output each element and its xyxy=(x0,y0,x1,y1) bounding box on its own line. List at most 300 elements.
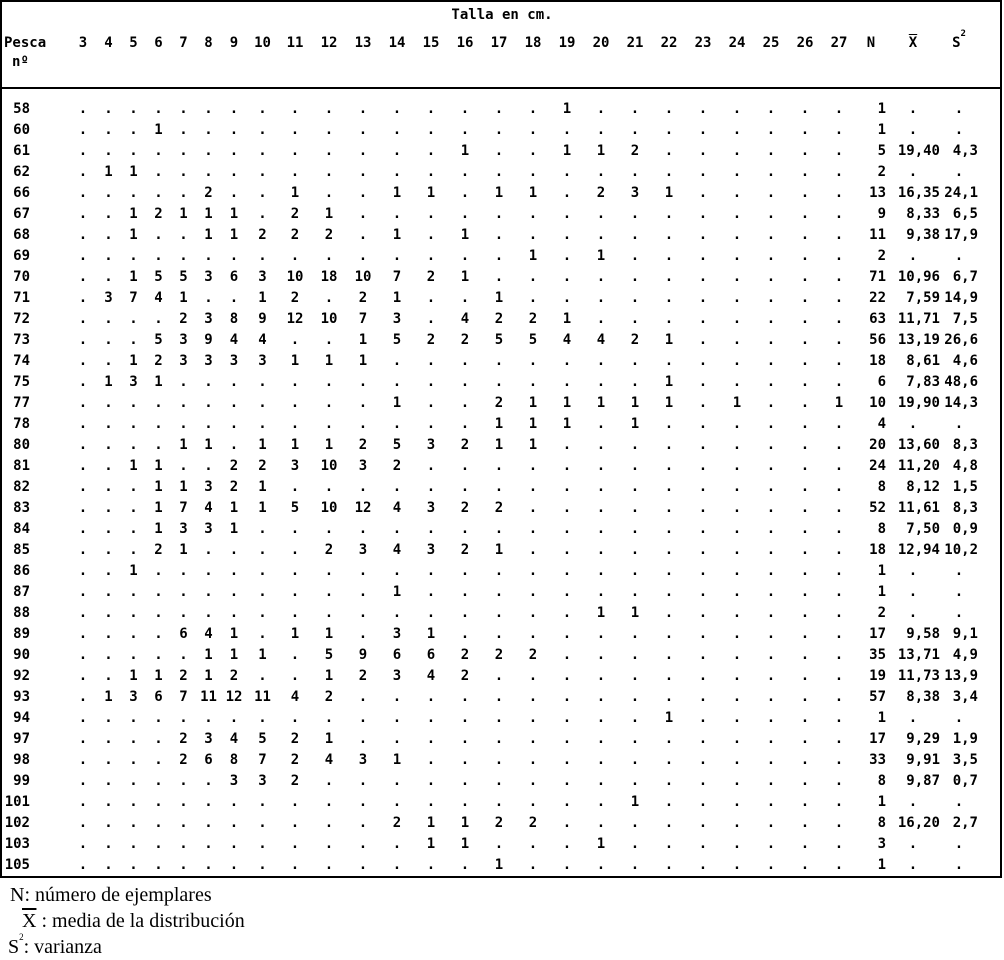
freq-cell: . xyxy=(698,605,708,621)
freq-cell: . xyxy=(78,164,88,180)
freq-cell: . xyxy=(494,101,504,117)
freq-cell: 1 xyxy=(154,521,163,537)
freq-cell: . xyxy=(460,752,470,768)
freq-cell: . xyxy=(596,857,606,873)
freq-cell: . xyxy=(154,143,163,159)
freq-cell: . xyxy=(129,122,138,138)
freq-cell: . xyxy=(562,647,572,663)
mean-cell: . xyxy=(908,248,918,264)
freq-cell: . xyxy=(392,143,402,159)
freq-cell: . xyxy=(596,689,606,705)
legend-item xyxy=(8,882,245,908)
freq-cell: . xyxy=(766,794,776,810)
row-label: 87 xyxy=(13,584,30,600)
column-header: 5 xyxy=(129,35,138,51)
header-rule xyxy=(0,87,1002,89)
freq-cell: 1 xyxy=(392,752,402,768)
freq-cell: . xyxy=(732,521,742,537)
freq-cell: 1 xyxy=(630,794,640,810)
freq-cell: . xyxy=(596,479,606,495)
freq-cell: 1 xyxy=(562,416,572,432)
freq-cell: . xyxy=(358,605,368,621)
freq-cell: . xyxy=(630,479,640,495)
freq-cell: . xyxy=(766,143,776,159)
freq-cell: 5 xyxy=(324,647,334,663)
variance-cell: 17,9 xyxy=(944,227,978,243)
freq-cell: 1 xyxy=(204,647,213,663)
freq-cell: 18 xyxy=(320,269,338,285)
freq-cell: 4 xyxy=(204,626,213,642)
freq-cell: 1 xyxy=(154,500,163,516)
freq-cell: . xyxy=(664,563,674,579)
mean-cell: 13,60 xyxy=(897,437,940,453)
freq-cell: . xyxy=(528,668,538,684)
freq-cell: 1 xyxy=(104,374,113,390)
freq-cell: . xyxy=(290,542,300,558)
freq-cell: . xyxy=(258,626,267,642)
freq-cell: . xyxy=(78,416,88,432)
freq-cell: . xyxy=(324,605,334,621)
freq-cell: . xyxy=(78,143,88,159)
row-label: 60 xyxy=(13,122,30,138)
freq-cell: . xyxy=(324,794,334,810)
freq-cell: . xyxy=(392,122,402,138)
freq-cell: . xyxy=(562,227,572,243)
freq-cell: 7 xyxy=(179,689,188,705)
freq-cell: . xyxy=(179,710,188,726)
freq-cell: . xyxy=(528,458,538,474)
freq-cell: . xyxy=(528,101,538,117)
row-label: 85 xyxy=(13,542,30,558)
freq-cell: . xyxy=(664,584,674,600)
row-label: 84 xyxy=(13,521,30,537)
freq-cell: . xyxy=(290,815,300,831)
freq-cell: 4 xyxy=(324,752,334,768)
table-row xyxy=(0,498,978,519)
freq-cell: . xyxy=(834,689,844,705)
freq-cell: 2 xyxy=(460,542,470,558)
variance-cell: 14,9 xyxy=(944,290,978,306)
variance-cell: 1,9 xyxy=(952,731,978,747)
freq-cell: . xyxy=(258,542,267,558)
freq-cell: . xyxy=(664,164,674,180)
freq-cell: 4 xyxy=(392,542,402,558)
freq-cell: . xyxy=(664,458,674,474)
freq-cell: . xyxy=(204,374,213,390)
column-header: 21 xyxy=(626,35,644,51)
column-header: 17 xyxy=(490,35,508,51)
freq-cell: . xyxy=(426,164,436,180)
freq-cell: . xyxy=(528,752,538,768)
freq-cell: 2 xyxy=(324,689,334,705)
freq-cell: . xyxy=(800,143,810,159)
freq-cell: . xyxy=(324,248,334,264)
freq-cell: . xyxy=(358,773,368,789)
freq-cell: 1 xyxy=(129,164,138,180)
freq-cell: 1 xyxy=(562,395,572,411)
freq-cell: . xyxy=(154,605,163,621)
freq-cell: 2 xyxy=(179,752,188,768)
freq-cell: . xyxy=(562,857,572,873)
variance-cell: 10,2 xyxy=(944,542,978,558)
freq-cell: . xyxy=(204,248,213,264)
freq-cell: . xyxy=(78,479,88,495)
freq-cell: . xyxy=(834,206,844,222)
freq-cell: . xyxy=(392,605,402,621)
freq-cell: 2 xyxy=(630,332,640,348)
freq-cell: . xyxy=(460,626,470,642)
freq-cell: 2 xyxy=(426,332,436,348)
freq-cell: . xyxy=(800,374,810,390)
freq-cell: . xyxy=(494,689,504,705)
freq-cell: . xyxy=(766,542,776,558)
freq-cell: . xyxy=(664,248,674,264)
freq-cell: . xyxy=(834,857,844,873)
freq-cell: . xyxy=(426,773,436,789)
variance-cell: . xyxy=(954,101,964,117)
mean-cell: . xyxy=(908,710,918,726)
freq-cell: 1 xyxy=(392,584,402,600)
freq-cell: . xyxy=(528,710,538,726)
freq-cell: 9 xyxy=(258,311,267,327)
legend-n-symbol: N xyxy=(10,884,25,906)
freq-cell: . xyxy=(324,101,334,117)
variance-cell: 0,7 xyxy=(952,773,978,789)
freq-cell: . xyxy=(698,542,708,558)
freq-cell: 9 xyxy=(204,332,213,348)
column-header: 4 xyxy=(104,35,113,51)
freq-cell: 3 xyxy=(204,353,213,369)
freq-cell: 1 xyxy=(290,353,300,369)
freq-cell: 2 xyxy=(392,458,402,474)
freq-cell: . xyxy=(766,773,776,789)
freq-cell: . xyxy=(204,794,213,810)
row-label: 101 xyxy=(4,794,30,810)
row-label: 103 xyxy=(4,836,30,852)
n-cell: 17 xyxy=(869,626,886,642)
freq-cell: . xyxy=(630,647,640,663)
freq-cell: . xyxy=(78,773,88,789)
freq-cell: 2 xyxy=(229,458,239,474)
table-body xyxy=(0,99,978,876)
table-row xyxy=(0,162,978,183)
variance-cell: . xyxy=(954,248,964,264)
freq-cell: . xyxy=(596,311,606,327)
freq-cell: . xyxy=(426,479,436,495)
freq-cell: . xyxy=(358,395,368,411)
freq-cell: . xyxy=(104,794,113,810)
freq-cell: . xyxy=(324,395,334,411)
freq-cell: . xyxy=(698,731,708,747)
variance-cell: . xyxy=(954,416,964,432)
freq-cell: . xyxy=(392,101,402,117)
freq-cell: 1 xyxy=(290,626,300,642)
table-row xyxy=(0,309,978,330)
freq-cell: . xyxy=(129,311,138,327)
table-row xyxy=(0,519,978,540)
freq-cell: . xyxy=(732,794,742,810)
freq-cell: . xyxy=(800,332,810,348)
freq-cell: . xyxy=(630,227,640,243)
freq-cell: . xyxy=(104,605,113,621)
freq-cell: 3 xyxy=(204,311,213,327)
n-cell: 63 xyxy=(869,311,886,327)
freq-cell: . xyxy=(698,332,708,348)
freq-cell: . xyxy=(834,101,844,117)
freq-cell: . xyxy=(290,101,300,117)
freq-cell: . xyxy=(324,479,334,495)
freq-cell: . xyxy=(596,500,606,516)
freq-cell: 2 xyxy=(290,227,300,243)
freq-cell: . xyxy=(154,311,163,327)
freq-cell: . xyxy=(179,122,188,138)
freq-cell: . xyxy=(392,521,402,537)
freq-cell: 2 xyxy=(528,647,538,663)
freq-cell: . xyxy=(204,101,213,117)
freq-cell: . xyxy=(732,689,742,705)
freq-cell: . xyxy=(426,731,436,747)
freq-cell: . xyxy=(528,500,538,516)
freq-cell: . xyxy=(698,479,708,495)
freq-cell: . xyxy=(664,500,674,516)
n-cell: 1 xyxy=(877,794,886,810)
freq-cell: . xyxy=(834,227,844,243)
freq-cell: . xyxy=(596,668,606,684)
freq-cell: 1 xyxy=(732,395,742,411)
freq-cell: . xyxy=(154,437,163,453)
freq-cell: . xyxy=(698,269,708,285)
freq-cell: . xyxy=(460,416,470,432)
row-label: 70 xyxy=(13,269,30,285)
freq-cell: . xyxy=(630,668,640,684)
freq-cell: . xyxy=(834,773,844,789)
variance-cell: . xyxy=(954,794,964,810)
freq-cell: . xyxy=(358,626,368,642)
freq-cell: . xyxy=(204,836,213,852)
row-label: 73 xyxy=(13,332,30,348)
variance-cell: 6,5 xyxy=(952,206,978,222)
freq-cell: . xyxy=(204,122,213,138)
variance-cell: 14,3 xyxy=(944,395,978,411)
freq-cell: . xyxy=(834,626,844,642)
n-cell: 13 xyxy=(869,185,886,201)
freq-cell: . xyxy=(562,731,572,747)
freq-cell: . xyxy=(562,563,572,579)
freq-cell: . xyxy=(179,773,188,789)
freq-cell: . xyxy=(179,605,188,621)
mean-cell: 12,94 xyxy=(897,542,940,558)
freq-cell: 1 xyxy=(179,290,188,306)
column-header: 22 xyxy=(660,35,678,51)
freq-cell: . xyxy=(834,269,844,285)
freq-cell: 5 xyxy=(494,332,504,348)
header-variance xyxy=(940,29,978,54)
freq-cell: . xyxy=(698,164,708,180)
variance-cell: . xyxy=(954,857,964,873)
mean-cell: 9,58 xyxy=(906,626,940,642)
freq-cell: . xyxy=(229,794,239,810)
row-label: 93 xyxy=(13,689,30,705)
freq-cell: . xyxy=(562,626,572,642)
freq-cell: . xyxy=(179,815,188,831)
freq-cell: . xyxy=(358,248,368,264)
table-row xyxy=(0,351,978,372)
freq-cell: . xyxy=(104,101,113,117)
freq-cell: . xyxy=(698,122,708,138)
freq-cell: . xyxy=(258,857,267,873)
freq-cell: . xyxy=(154,395,163,411)
freq-cell: . xyxy=(630,542,640,558)
n-cell: 1 xyxy=(877,101,886,117)
freq-cell: . xyxy=(204,290,213,306)
freq-cell: . xyxy=(596,773,606,789)
freq-cell: . xyxy=(104,857,113,873)
column-header: 16 xyxy=(456,35,474,51)
n-cell: 8 xyxy=(877,521,886,537)
freq-cell: . xyxy=(596,542,606,558)
freq-cell: . xyxy=(834,731,844,747)
n-cell: 1 xyxy=(877,584,886,600)
n-cell: 11 xyxy=(869,227,886,243)
freq-cell: 1 xyxy=(129,563,138,579)
freq-cell: 1 xyxy=(154,668,163,684)
freq-cell: . xyxy=(766,437,776,453)
freq-cell: . xyxy=(732,227,742,243)
freq-cell: . xyxy=(698,101,708,117)
freq-cell: 2 xyxy=(460,332,470,348)
freq-cell: 3 xyxy=(258,773,267,789)
n-cell: 35 xyxy=(869,647,886,663)
freq-cell: . xyxy=(732,416,742,432)
freq-cell: 2 xyxy=(290,773,300,789)
freq-cell: 3 xyxy=(129,689,138,705)
freq-cell: . xyxy=(104,227,113,243)
variance-cell: . xyxy=(954,584,964,600)
freq-cell: . xyxy=(528,689,538,705)
freq-cell: . xyxy=(229,290,239,306)
mean-cell: . xyxy=(908,101,918,117)
freq-cell: . xyxy=(732,626,742,642)
freq-cell: 1 xyxy=(179,542,188,558)
freq-cell: . xyxy=(528,269,538,285)
freq-cell: . xyxy=(766,332,776,348)
table-row xyxy=(0,813,978,834)
freq-cell: . xyxy=(324,857,334,873)
freq-cell: . xyxy=(154,773,163,789)
variance-cell: 1,5 xyxy=(952,479,978,495)
freq-cell: . xyxy=(290,416,300,432)
freq-cell: . xyxy=(179,563,188,579)
n-cell: 8 xyxy=(877,773,886,789)
variance-cell: 2,7 xyxy=(952,815,978,831)
freq-cell: . xyxy=(630,773,640,789)
freq-cell: . xyxy=(664,416,674,432)
freq-cell: . xyxy=(258,521,267,537)
freq-cell: 3 xyxy=(179,521,188,537)
freq-cell: 1 xyxy=(179,206,188,222)
freq-cell: . xyxy=(179,836,188,852)
freq-cell: . xyxy=(596,206,606,222)
freq-cell: . xyxy=(732,269,742,285)
freq-cell: . xyxy=(229,605,239,621)
freq-cell: 7 xyxy=(392,269,402,285)
n-cell: 3 xyxy=(877,836,886,852)
freq-cell: . xyxy=(528,374,538,390)
freq-cell: . xyxy=(698,815,708,831)
freq-cell: 3 xyxy=(426,500,436,516)
freq-cell: . xyxy=(460,164,470,180)
mean-cell: . xyxy=(908,857,918,873)
freq-cell: . xyxy=(698,794,708,810)
freq-cell: . xyxy=(562,164,572,180)
freq-cell: . xyxy=(562,374,572,390)
mean-cell: . xyxy=(908,605,918,621)
freq-cell: . xyxy=(732,290,742,306)
freq-cell: . xyxy=(426,374,436,390)
freq-cell: . xyxy=(324,521,334,537)
freq-cell: . xyxy=(78,185,88,201)
variance-cell: 26,6 xyxy=(944,332,978,348)
freq-cell: . xyxy=(596,584,606,600)
freq-cell: . xyxy=(698,584,708,600)
freq-cell: 1 xyxy=(258,437,267,453)
freq-cell: . xyxy=(426,311,436,327)
freq-cell: . xyxy=(698,290,708,306)
freq-cell: . xyxy=(698,206,708,222)
freq-cell: . xyxy=(766,731,776,747)
freq-cell: . xyxy=(358,689,368,705)
freq-cell: . xyxy=(229,857,239,873)
freq-cell: . xyxy=(129,857,138,873)
freq-cell: . xyxy=(766,374,776,390)
freq-cell: . xyxy=(766,122,776,138)
freq-cell: . xyxy=(290,395,300,411)
freq-cell: . xyxy=(290,143,300,159)
freq-cell: 1 xyxy=(494,857,504,873)
freq-cell: . xyxy=(562,479,572,495)
freq-cell: . xyxy=(562,542,572,558)
freq-cell: . xyxy=(596,122,606,138)
freq-cell: 1 xyxy=(204,227,213,243)
freq-cell: . xyxy=(800,122,810,138)
freq-cell: . xyxy=(800,248,810,264)
freq-cell: 7 xyxy=(179,500,188,516)
legend-item xyxy=(8,934,245,960)
freq-cell: . xyxy=(834,290,844,306)
freq-cell: . xyxy=(324,773,334,789)
freq-cell: . xyxy=(698,563,708,579)
freq-cell: 1 xyxy=(324,353,334,369)
freq-cell: . xyxy=(426,689,436,705)
freq-cell: . xyxy=(154,731,163,747)
freq-cell: . xyxy=(358,227,368,243)
freq-cell: . xyxy=(732,500,742,516)
freq-cell: 4 xyxy=(258,332,267,348)
row-label: 67 xyxy=(13,206,30,222)
freq-cell: . xyxy=(460,122,470,138)
freq-cell: . xyxy=(494,248,504,264)
freq-cell: 5 xyxy=(154,269,163,285)
freq-cell: . xyxy=(258,815,267,831)
freq-cell: . xyxy=(562,122,572,138)
freq-cell: . xyxy=(732,710,742,726)
freq-cell: 1 xyxy=(528,185,538,201)
freq-cell: 1 xyxy=(204,206,213,222)
freq-cell: . xyxy=(129,836,138,852)
freq-cell: 1 xyxy=(528,437,538,453)
n-cell: 33 xyxy=(869,752,886,768)
column-header: 11 xyxy=(286,35,304,51)
